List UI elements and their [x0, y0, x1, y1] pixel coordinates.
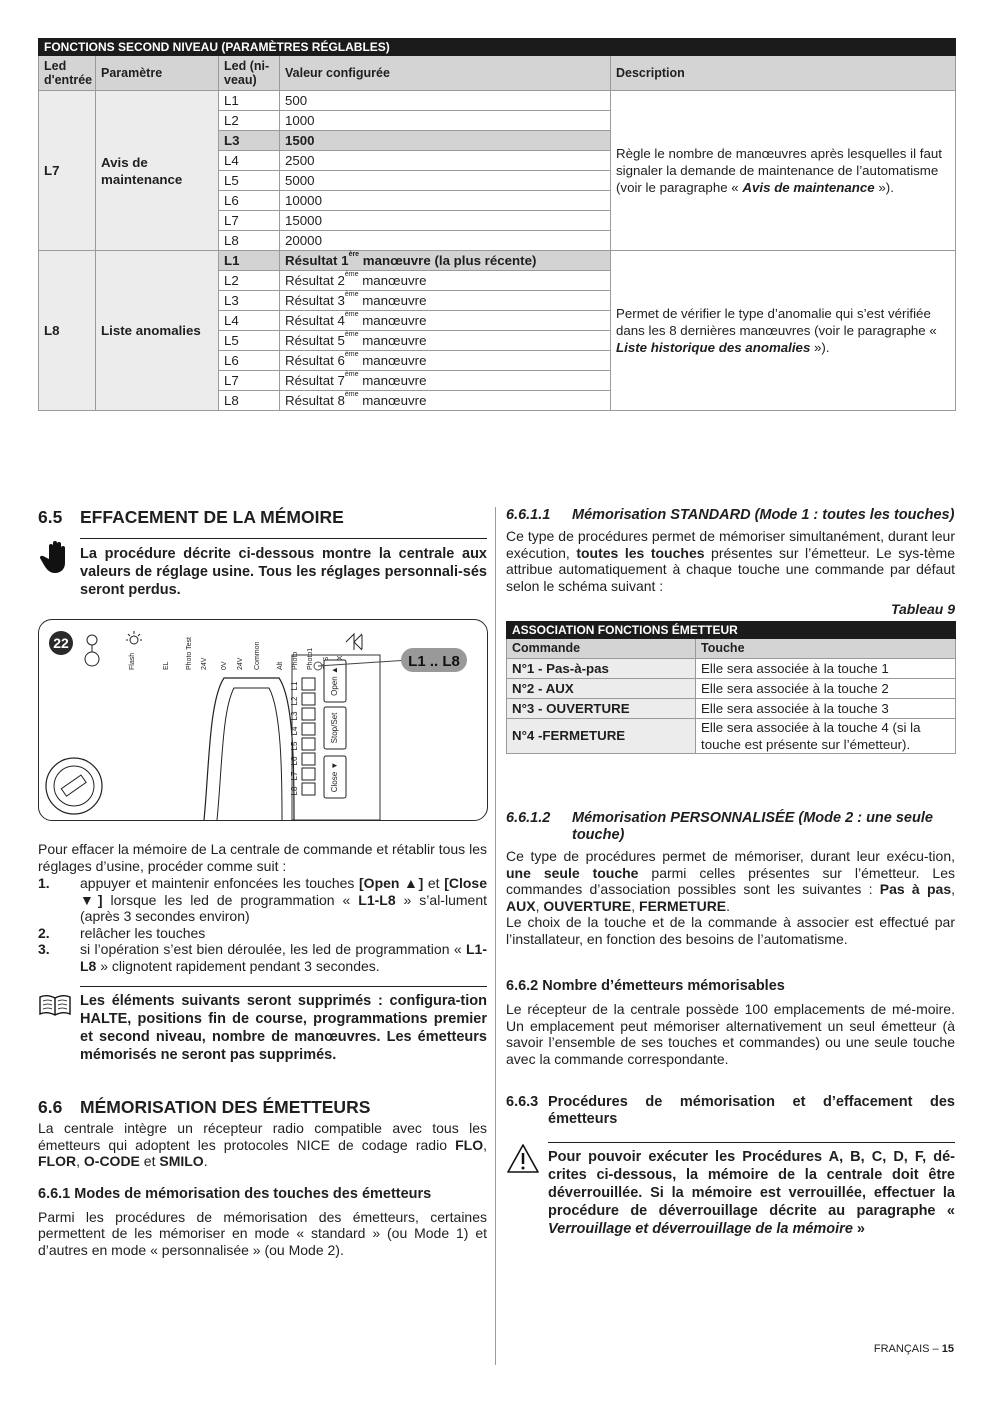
col-led-entree: Led d'entrée — [39, 56, 96, 91]
led-entree-cell: L7 — [39, 91, 96, 251]
paragraph: Ce type de procédures permet de mémoriser, durant leur exécu-tion, une seule touche parmi celles présentes sur l’émetteur. Les commandes d’association possibles sont les suivantes : Pas à pas, AUX, OUVERTURE, FERMETURE. — [506, 848, 955, 914]
description-cell: Règle le nombre de manœuvres après lesquelles il faut signaler la demande de maintenance de l’automatisme (voir le paragraphe « Avis de maintenance »). — [611, 91, 956, 251]
board-button-label: Open ▲ — [330, 666, 339, 696]
subsection-title: 6.6.1.1 Mémorisation STANDARD (Mode 1 : toutes les touches) — [506, 507, 955, 523]
section-title: 6.6 MÉMORISATION DES ÉMETTEURS — [38, 1097, 371, 1117]
terminal-label: 24V — [201, 657, 208, 670]
figure-number: 22 — [53, 635, 69, 651]
warning-text: La procédure décrite ci-dessous montre la centrale aux valeurs de réglage usine. Tous les réglages personnali-sés seront perdus. — [80, 546, 487, 598]
led-niveau-cell: L5 — [219, 331, 280, 351]
led-label: L5 — [290, 741, 299, 751]
led-niveau-cell: L8 — [219, 391, 280, 411]
led-indicator — [302, 738, 315, 750]
note-text: Les éléments suivants seront supprimés : configura-tion HALTE, positions fin de course, programmations premier et second niveau, nombre de manœuvres. Les émetteurs mémorisés ne seront pas supprimés. — [80, 993, 487, 1063]
led-niveau-cell: L4 — [219, 311, 280, 331]
led-label: L3 — [290, 711, 299, 721]
paragraph: Le récepteur de la centrale possède 100 emplacements de mé-moire. Un emplacement peut mémoriser alternativement un seul émetteur (à savoir l’ensemble de ses touches et commandes) ou une seule touche avec la commande correspondante. — [506, 1001, 955, 1067]
subsection-title: 6.6.1.2 Mémorisation PERSONNALISÉE (Mode 2 : une seule touche) — [506, 810, 933, 843]
warning-text: Pour pouvoir exécuter les Procédures A, B, C, D, F, dé-crites ci-dessous, la mémoire de la centrale doit être déverrouillée. Si la mémoire est verrouillée, effectuer la procédure de déverrouillage décrite au paragraphe « Verrouillage et déverrouillage de la mémoire » — [548, 1149, 955, 1237]
valeur-cell: 1500 — [280, 131, 611, 151]
description-cell: Permet de vérifier le type d’anomalie qui s’est vérifiée dans les 8 dernières manœuvres (voir le paragraphe « Liste historique des anomalies »). — [611, 251, 956, 411]
valeur-cell: Résultat 7ème manœuvre — [280, 371, 611, 391]
divider — [80, 538, 487, 539]
terminal-label: Photo Test — [186, 637, 193, 670]
led-entree-cell: L8 — [39, 251, 96, 411]
commande-cell: N°2 - AUX — [507, 678, 696, 698]
col-touche: Touche — [696, 638, 956, 658]
led-indicator — [302, 753, 315, 765]
section-6-6-2 — [506, 978, 955, 1067]
section-6-6 — [38, 1097, 487, 1258]
section-6-6-1-1 — [506, 507, 955, 754]
valeur-cell: Résultat 4ème manœuvre — [280, 311, 611, 331]
functions-table — [38, 38, 956, 411]
led-label: L2 — [290, 696, 299, 706]
table-row — [507, 678, 956, 698]
led-indicator — [302, 768, 315, 780]
table-caption: Tableau 9 — [890, 601, 955, 617]
led-niveau-cell: L2 — [219, 271, 280, 291]
valeur-cell: Résultat 6ème manœuvre — [280, 351, 611, 371]
led-niveau-cell: L5 — [219, 171, 280, 191]
section-6-5 — [38, 507, 487, 527]
led-niveau-cell: L4 — [219, 151, 280, 171]
board-button-label: Stop/Set — [330, 712, 339, 744]
terminal-label: 0V — [221, 661, 228, 670]
col-valeur: Valeur configurée — [280, 56, 611, 91]
section-title: 6.5 EFFACEMENT DE LA MÉMOIRE — [38, 507, 344, 527]
led-niveau-cell: L1 — [219, 251, 280, 271]
subsection-title: 6.6.3 Procédures de mémorisation et d’effacement des émetteurs — [506, 1094, 955, 1127]
commande-cell: N°3 - OUVERTURE — [507, 698, 696, 718]
intro-paragraph: Pour effacer la mémoire de La centrale de commande et rétablir tous les réglages d’usine, procéder comme suit : — [38, 841, 487, 874]
table-row — [507, 718, 956, 753]
col-parametre: Paramètre — [96, 56, 219, 91]
subsection-title: 6.6.2 Nombre d’émetteurs mémorisables — [506, 978, 785, 994]
valeur-cell: Résultat 5ème manœuvre — [280, 331, 611, 351]
valeur-cell: 15000 — [280, 211, 611, 231]
led-label: L1 — [290, 681, 299, 691]
terminal-label: Photo — [292, 651, 299, 670]
warning-triangle-icon — [506, 1143, 540, 1177]
led-niveau-cell: L7 — [219, 371, 280, 391]
subsection-title: 6.6.1 Modes de mémorisation des touches des émetteurs — [38, 1185, 432, 1202]
divider — [548, 1142, 955, 1143]
section-6-6-3 — [506, 1094, 955, 1128]
parametre-cell: Avis de maintenance — [96, 91, 219, 251]
valeur-cell: Résultat 3ème manœuvre — [280, 291, 611, 311]
col-commande: Commande — [507, 638, 696, 658]
touche-cell: Elle sera associée à la touche 4 (si la touche est présente sur l’émetteur). — [696, 718, 956, 753]
terminal-label: EL — [163, 661, 170, 670]
valeur-cell: 2500 — [280, 151, 611, 171]
paragraph: Parmi les procédures de mémorisation des émetteurs, certaines permettent de les mémoriser en mode « standard » (ou Mode 1) et d’autres en mode « personnalisée » (ou Mode 2). — [38, 1208, 487, 1258]
led-label: L7 — [290, 771, 299, 781]
table-row — [507, 698, 956, 718]
commande-cell: N°4 -FERMETURE — [507, 718, 696, 753]
column-divider — [495, 507, 496, 1365]
terminal-label: Photo1 — [307, 647, 314, 670]
led-indicator — [302, 708, 315, 720]
led-niveau-cell: L7 — [219, 211, 280, 231]
valeur-cell: 20000 — [280, 231, 611, 251]
led-niveau-cell: L1 — [219, 91, 280, 111]
section-6-6-1-2 — [506, 810, 955, 947]
parametre-cell: Liste anomalies — [96, 251, 219, 411]
paragraph: Ce type de procédures permet de mémoriser simultanément, durant leur exécution, toutes les touches présentes sur l’émetteur. Le sys-tème attribue automatiquement à chaque touche une commande par défaut selon le schéma suivant : — [506, 528, 955, 594]
hand-stop-icon — [40, 539, 72, 578]
paragraph: La centrale intègre un récepteur radio compatible avec tous les émetteurs qui adoptent les protocoles NICE de codage radio FLO, FLOR, O-CODE et SMILO. — [38, 1120, 487, 1169]
led-indicator — [302, 693, 315, 705]
list-item: 3. si l’opération s’est bien déroulée, les led de programmation « L1-L8 » clignotent rapidement pendant 3 secondes. — [38, 941, 487, 974]
led-indicator — [302, 678, 315, 690]
touche-cell: Elle sera associée à la touche 3 — [696, 698, 956, 718]
led-label: L4 — [290, 726, 299, 736]
valeur-cell: Résultat 2ème manœuvre — [280, 271, 611, 291]
touche-cell: Elle sera associée à la touche 1 — [696, 658, 956, 678]
led-indicator — [302, 783, 315, 795]
terminal-label: Alt — [277, 661, 284, 670]
led-niveau-cell: L6 — [219, 351, 280, 371]
paragraph: Le choix de la touche et de la commande à associer est effectué par l’installateur, en fonction des besoins de l’automatisme. — [506, 914, 955, 947]
led-label: L6 — [290, 756, 299, 766]
page-footer: FRANÇAIS – 15 — [873, 1343, 954, 1355]
board-button-label: Close ▼ — [330, 761, 339, 793]
table-title: ASSOCIATION FONCTIONS ÉMETTEUR — [507, 621, 956, 638]
association-table — [506, 621, 956, 754]
list-item: 1. appuyer et maintenir enfoncées les touches [Open ▲] et [Close ▼] lorsque les led de programmation « L1-L8 » s’al-lument (après 3 secondes environ) — [38, 875, 487, 924]
led-niveau-cell: L3 — [219, 291, 280, 311]
valeur-cell: 5000 — [280, 171, 611, 191]
led-niveau-cell: L8 — [219, 231, 280, 251]
led-label: L8 — [290, 786, 299, 796]
terminal-label: 24V — [237, 657, 244, 670]
led-niveau-cell: L3 — [219, 131, 280, 151]
led-indicator — [302, 723, 315, 735]
col-description: Description — [611, 56, 956, 91]
led-niveau-cell: L2 — [219, 111, 280, 131]
steps-list — [38, 875, 487, 974]
terminal-label: Common — [254, 641, 261, 670]
figure-22-control-board — [38, 619, 488, 821]
valeur-cell: 1000 — [280, 111, 611, 131]
table-row — [39, 251, 956, 271]
col-led-niveau: Led (ni-veau) — [219, 56, 280, 91]
table-row — [507, 658, 956, 678]
list-item: 2. relâcher les touches — [38, 924, 206, 941]
valeur-cell: Résultat 8ème manœuvre — [280, 391, 611, 411]
book-note-icon — [39, 994, 71, 1019]
table-row — [39, 91, 956, 111]
divider — [80, 986, 487, 987]
touche-cell: Elle sera associée à la touche 2 — [696, 678, 956, 698]
table-title: FONCTIONS SECOND NIVEAU (PARAMÈTRES RÉGLABLES) — [39, 39, 956, 56]
valeur-cell: Résultat 1ère manœuvre (la plus récente) — [280, 251, 611, 271]
led-niveau-cell: L6 — [219, 191, 280, 211]
commande-cell: N°1 - Pas-à-pas — [507, 658, 696, 678]
valeur-cell: 10000 — [280, 191, 611, 211]
led-callout: L1 .. L8 — [408, 653, 460, 670]
valeur-cell: 500 — [280, 91, 611, 111]
terminal-label: Flash — [129, 652, 136, 670]
